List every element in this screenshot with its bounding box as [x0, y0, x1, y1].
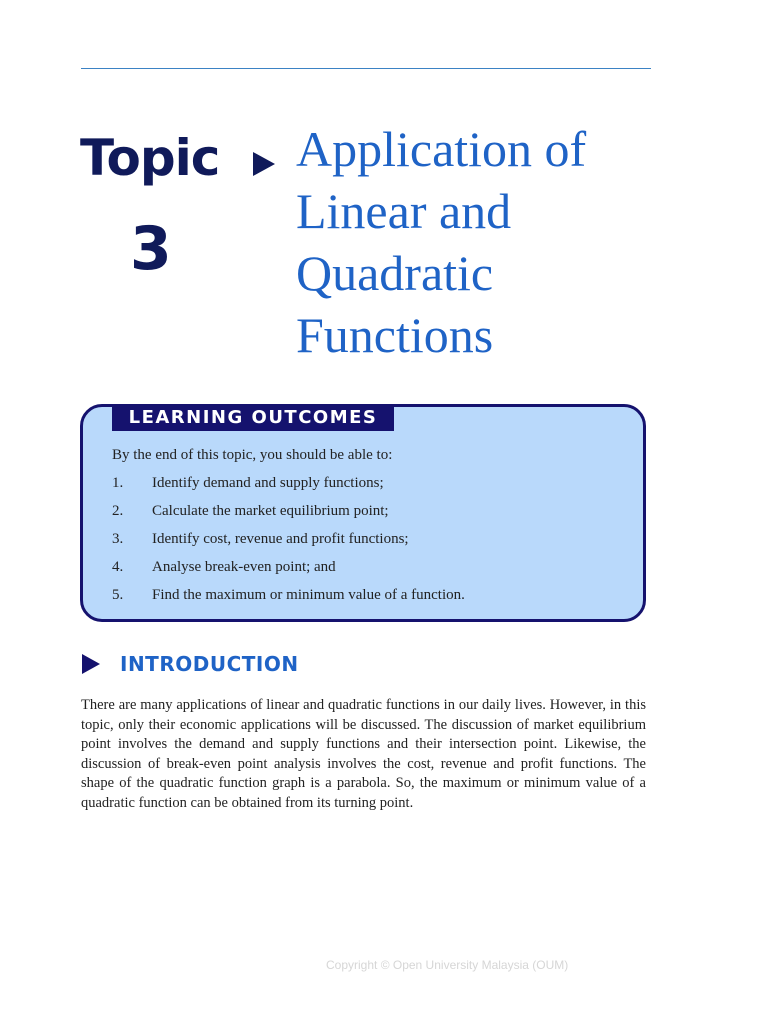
learning-outcomes-intro: By the end of this topic, you should be able to:	[112, 447, 393, 463]
topic-number: 3	[130, 214, 172, 284]
list-item-number: 1.	[112, 475, 124, 491]
list-item-number: 5.	[112, 587, 124, 603]
list-item-text: Analyse break-even point; and	[152, 559, 336, 575]
list-item-text: Identify demand and supply functions;	[152, 475, 384, 491]
list-item-number: 3.	[112, 531, 124, 547]
topic-title-line: Application of	[296, 121, 587, 177]
learning-outcomes-heading: LEARNING OUTCOMES	[112, 405, 394, 431]
topic-title-line: Quadratic	[296, 245, 494, 301]
list-item-text: Find the maximum or minimum value of a function.	[152, 587, 465, 603]
topic-title-line: Functions	[296, 307, 494, 363]
topic-label: Topic	[80, 129, 220, 187]
list-item-text: Identify cost, revenue and profit functions;	[152, 531, 409, 547]
topic-title	[296, 118, 656, 366]
list-item-number: 4.	[112, 559, 124, 575]
introduction-heading: INTRODUCTION	[120, 652, 299, 676]
list-item-number: 2.	[112, 503, 124, 519]
topic-badge	[80, 128, 240, 288]
list-item-text: Calculate the market equilibrium point;	[152, 503, 389, 519]
introduction-paragraph: There are many applications of linear and quadratic functions in our daily lives. However, in this topic, only their economic applications will be discussed. The discussion of market equilibrium point involves the demand and supply functions and their intersection point. Likewise, the discussion of break-even point analysis involves the cost, revenue and profit functions. The shape of the quadratic function graph is a parabola. So, the maximum or minimum value of a quadratic function can be obtained from its turning point.	[81, 697, 646, 811]
triangle-right-icon	[82, 654, 100, 674]
triangle-right-icon	[253, 152, 275, 176]
topic-title-line: Linear and	[296, 183, 512, 239]
copyright-watermark: Copyright © Open University Malaysia (OUM)	[326, 958, 569, 972]
top-rule	[81, 68, 651, 69]
